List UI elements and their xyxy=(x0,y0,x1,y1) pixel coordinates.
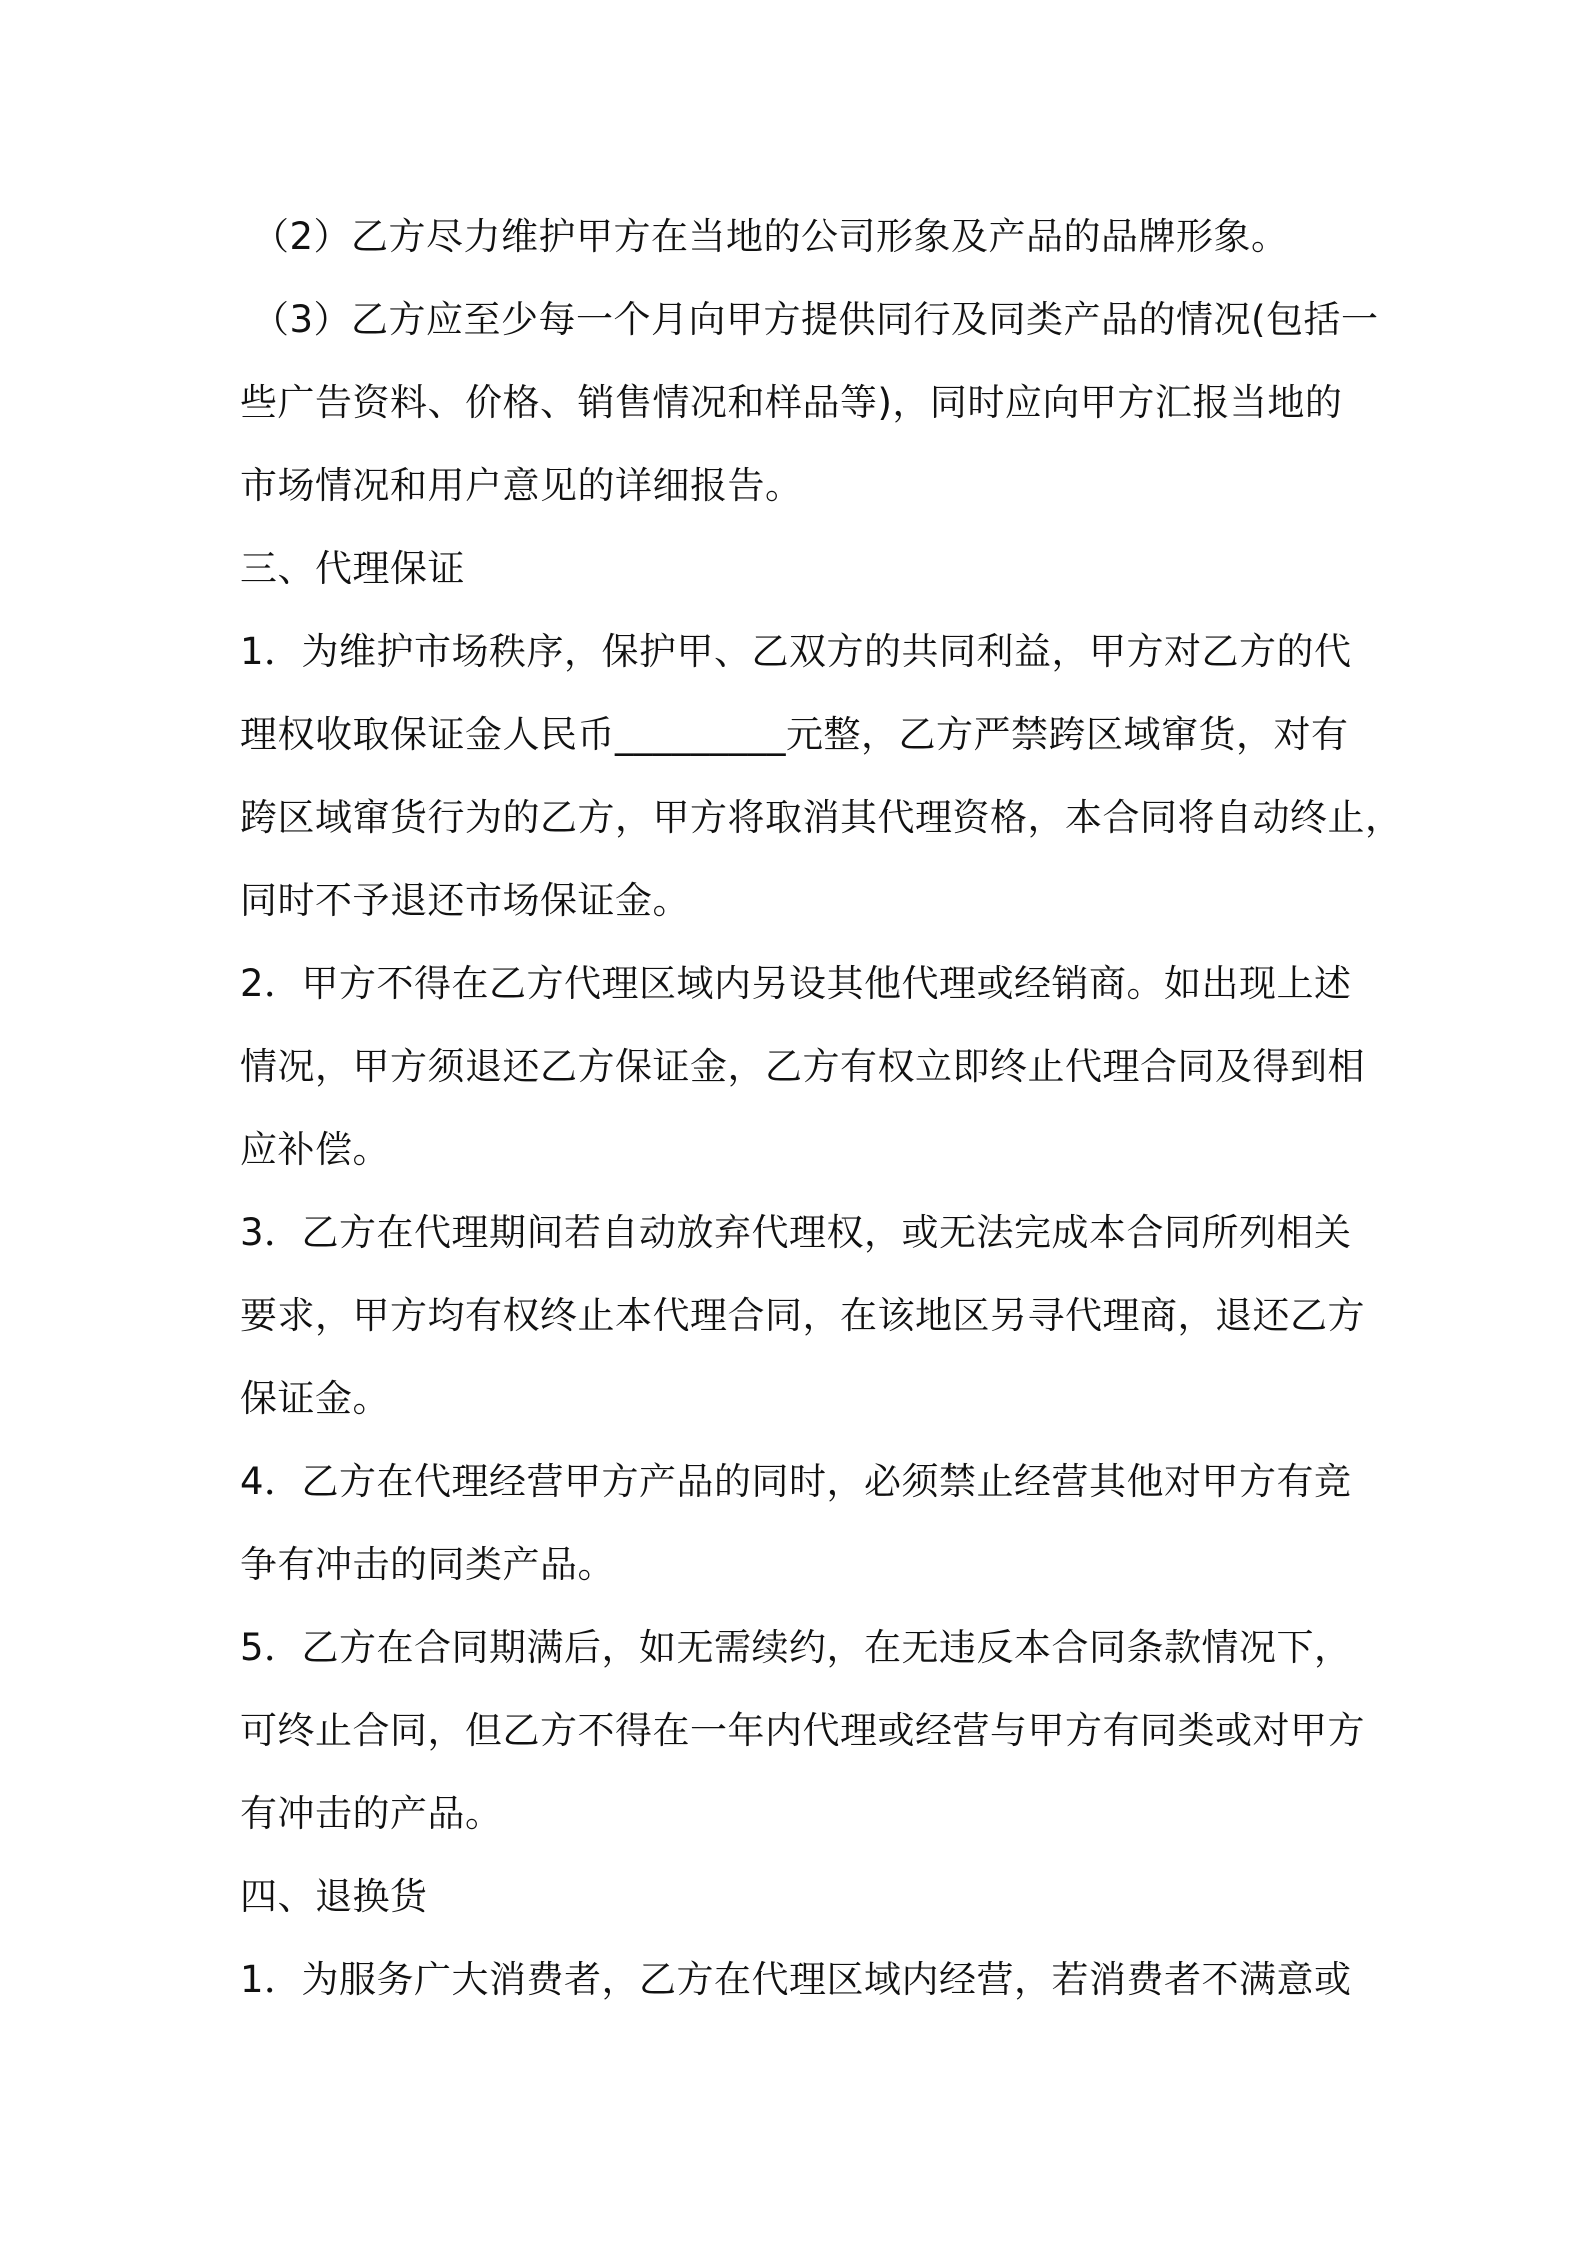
section-heading-returns: 四、退换货 xyxy=(240,1875,428,1918)
clause-3-1-line-4: 同时不予退还市场保证金。 xyxy=(240,879,690,922)
clause-3-5-line-3: 有冲击的产品。 xyxy=(240,1792,503,1835)
section-heading-agency-guarantee: 三、代理保证 xyxy=(240,547,465,590)
clause-3-5-line-1: 5．乙方在合同期满后，如无需续约，在无违反本合同条款情况下， xyxy=(240,1626,1352,1669)
clause-3-3-line-2: 要求，甲方均有权终止本代理合同，在该地区另寻代理商，退还乙方 xyxy=(240,1294,1365,1337)
clause-2-3-line-3: 市场情况和用户意见的详细报告。 xyxy=(240,464,803,507)
clause-3-4-line-1: 4．乙方在代理经营甲方产品的同时，必须禁止经营其他对甲方有竞 xyxy=(240,1460,1352,1503)
clause-2-3-line-1: （3）乙方应至少每一个月向甲方提供同行及同类产品的情况(包括一 xyxy=(252,298,1379,341)
clause-3-2-line-3: 应补偿。 xyxy=(240,1128,390,1171)
clause-3-1-line-1: 1．为维护市场秩序，保护甲、乙双方的共同利益，甲方对乙方的代 xyxy=(240,630,1352,673)
document-body xyxy=(240,195,1403,2021)
clause-3-5-line-2: 可终止合同，但乙方不得在一年内代理或经营与甲方有同类或对甲方 xyxy=(240,1709,1365,1752)
clause-3-3-line-1: 3．乙方在代理期间若自动放弃代理权，或无法完成本合同所列相关 xyxy=(240,1211,1352,1254)
clause-2-3-line-2: 些广告资料、价格、销售情况和样品等)，同时应向甲方汇报当地的 xyxy=(240,381,1343,424)
clause-3-1-line-3: 跨区域窜货行为的乙方，甲方将取消其代理资格，本合同将自动终止， xyxy=(240,796,1403,839)
clause-3-3-line-3: 保证金。 xyxy=(240,1377,390,1420)
clause-4-1-line-1: 1．为服务广大消费者，乙方在代理区域内经营，若消费者不满意或 xyxy=(240,1958,1352,2001)
clause-2-2: （2）乙方尽力维护甲方在当地的公司形象及产品的品牌形象。 xyxy=(252,215,1289,258)
clause-3-4-line-2: 争有冲击的同类产品。 xyxy=(240,1543,615,1586)
clause-3-2-line-2: 情况，甲方须退还乙方保证金，乙方有权立即终止代理合同及得到相 xyxy=(240,1045,1365,1088)
clause-3-1-line-2: 理权收取保证金人民币_________元整，乙方严禁跨区域窜货，对有 xyxy=(240,713,1349,756)
clause-3-2-line-1: 2．甲方不得在乙方代理区域内另设其他代理或经销商。如出现上述 xyxy=(240,962,1352,1005)
